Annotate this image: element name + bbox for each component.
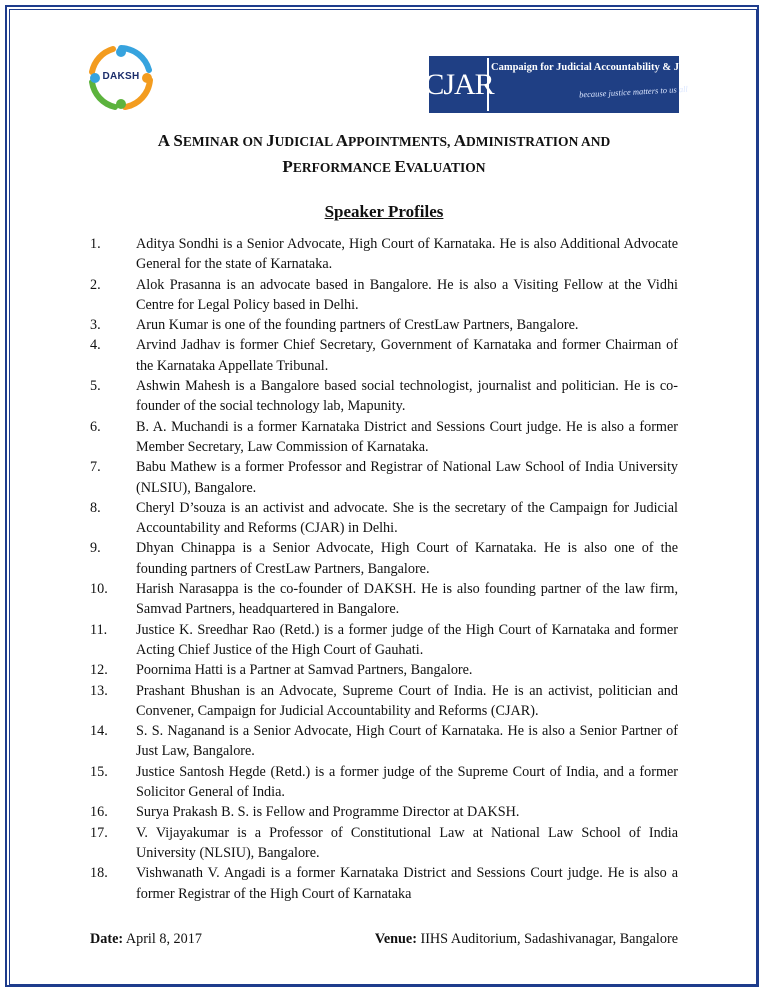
speaker-description: Ashwin Mahesh is a Bangalore based social technologist, journalist and politician. He is co-founder of the social technology lab, Mapunity. (136, 378, 678, 415)
title-segment: PPOINTMENTS, (348, 134, 454, 149)
speaker-description: Harish Narasappa is the co-founder of DAKSH. He is also founding partner of the law firm, Samvad Partners, headquartered in Bangalore. (136, 581, 678, 618)
speaker-profiles-heading: Speaker Profiles (324, 202, 444, 221)
event-venue (375, 931, 678, 948)
speaker-description: S. S. Naganand is a Senior Advocate, High Court of Karnataka. He is also a Senior Partner of Just Law, Bangalore. (136, 723, 678, 760)
speaker-number: 5. (90, 378, 101, 395)
speaker-description: Arun Kumar is one of the founding partners of CrestLaw Partners, Bangalore. (136, 317, 579, 334)
speaker-number: 14. (90, 723, 108, 740)
title-segment: UDICIAL (274, 134, 336, 149)
speaker-description: Justice Santosh Hegde (Retd.) is a former judge of the Supreme Court of India, and a former Solicitor General of India. (136, 763, 678, 801)
speaker-number: 1. (90, 236, 101, 252)
title-segment: A (453, 131, 467, 150)
speaker-number: 13. (90, 682, 108, 699)
daksh-logo (87, 44, 155, 112)
title-segment: DMINISTRATION AND (466, 134, 611, 149)
speaker-number: 11. (90, 621, 108, 638)
speaker-item (90, 721, 678, 762)
speaker-number: 3. (90, 317, 101, 334)
speaker-item (90, 376, 678, 417)
speaker-number: 6. (90, 418, 101, 435)
speaker-item (90, 275, 678, 316)
title-segment: VALUATION (405, 160, 486, 175)
speaker-number: 15. (90, 763, 108, 780)
speaker-item (90, 579, 678, 620)
speaker-item (90, 315, 678, 335)
seminar-title-line-1 (60, 131, 708, 151)
title-segment: ERFORMANCE (292, 160, 395, 175)
speaker-description: Surya Prakash B. S. is Fellow and Programme Director at DAKSH. (136, 804, 520, 821)
speaker-description: Dhyan Chinappa is a Senior Advocate, High Court of Karnataka. He is also one of the founding partners of CrestLaw Partners, Bangalore. (136, 540, 678, 577)
venue-label: Venue: (374, 931, 417, 947)
speaker-description: Babu Mathew is a former Professor and Registrar of National Law School of India University (NLSIU), Bangalore. (136, 459, 678, 496)
seminar-title-line-2 (60, 157, 708, 177)
speaker-item (90, 620, 678, 661)
speaker-number: 9. (90, 540, 101, 557)
speaker-item (90, 457, 678, 498)
speaker-number: 10. (90, 581, 108, 598)
speaker-item (90, 417, 678, 458)
speaker-number: 17. (90, 824, 108, 841)
title-segment: A S (157, 131, 183, 150)
cjar-logo-letters: CJAR (431, 58, 489, 111)
title-segment: P (282, 157, 293, 176)
speaker-description: Vishwanath V. Angadi is a former Karnataka District and Sessions Court judge. He is also a former Registrar of the High Court of Karnataka (136, 865, 678, 902)
speaker-number: 7. (90, 459, 101, 476)
speaker-item (90, 538, 678, 579)
daksh-logo-text: DAKSH (102, 71, 140, 82)
speaker-description: B. A. Muchandi is a former Karnataka District and Sessions Court judge. He is also a former Member Secretary, Law Commission of Karnataka. (136, 418, 678, 455)
speaker-number: 4. (90, 337, 101, 354)
speaker-description: Aditya Sondhi is a Senior Advocate, High Court of Karnataka. He is also Additional Advocate General for the state of Karnataka. (136, 236, 678, 273)
speaker-number: 8. (90, 499, 101, 516)
title-segment: E (394, 157, 406, 176)
speaker-number: 12. (90, 662, 108, 679)
title-segment: A (335, 131, 348, 150)
speaker-description: Justice K. Sreedhar Rao (Retd.) is a former judge of the High Court of Karnataka and former Acting Chief Justice of the High Court of Gauhati. (136, 621, 678, 658)
speaker-item (90, 762, 678, 803)
cjar-logo-tagline: because justice matters to us all (578, 83, 689, 100)
speaker-item (90, 498, 678, 539)
venue-value: IIHS Auditorium, Sadashivanagar, Bangalore (416, 931, 678, 947)
speaker-description: Prashant Bhushan is an Advocate, Supreme Court of India. He is an activist, politician and Convener, Campaign for Judicial Accountability and Reforms (CJAR). (136, 682, 678, 719)
speaker-item (90, 863, 678, 904)
speaker-description: V. Vijayakumar is a Professor of Constitutional Law at National Law School of India University (NLSIU), Bangalore. (136, 824, 678, 861)
speaker-number: 2. (90, 276, 101, 293)
date-value: April 8, 2017 (123, 931, 202, 947)
speaker-item (90, 802, 678, 822)
speaker-item (90, 234, 678, 275)
speaker-item (90, 335, 678, 376)
cjar-logo (424, 56, 751, 113)
speaker-description: Cheryl D’souza is an activist and advocate. She is the secretary of the Campaign for Judicial Accountability and Reforms (CJAR) in Delhi. (136, 499, 678, 537)
speaker-item (90, 660, 678, 680)
speaker-list (90, 234, 678, 904)
title-segment: J (266, 131, 275, 150)
speaker-item (90, 823, 678, 864)
cjar-logo-title: Campaign for Judicial Accountability & Judicial Reforms (491, 62, 751, 73)
speaker-description: Alok Prasanna is an advocate based in Bangalore. He is also a Visiting Fellow at the Vidhi Centre for Legal Policy based in Delhi. (136, 276, 678, 313)
speaker-description: Arvind Jadhav is former Chief Secretary, Government of Karnataka and former Chairman of the Karnataka Appellate Tribunal. (136, 337, 678, 374)
speaker-number: 16. (90, 804, 108, 821)
speaker-number: 18. (90, 865, 108, 882)
event-date (90, 931, 202, 948)
date-label: Date: (90, 931, 124, 947)
title-segment: EMINAR ON (182, 134, 267, 149)
speaker-description: Poornima Hatti is a Partner at Samvad Partners, Bangalore. (136, 662, 473, 679)
speaker-item (90, 681, 678, 722)
